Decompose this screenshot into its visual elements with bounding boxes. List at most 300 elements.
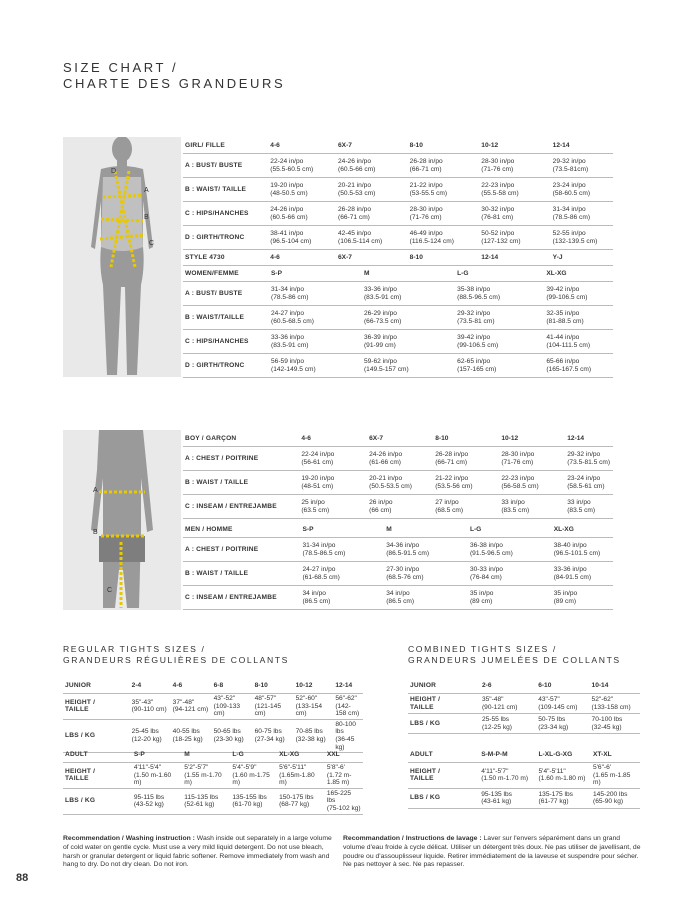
value-secondary: (1.65m-1.80 m) <box>279 771 315 787</box>
size-value <box>367 495 433 519</box>
value-primary: 38-40 in/po <box>553 541 587 549</box>
value-secondary: (58-60.5 cm) <box>552 189 591 197</box>
size-value <box>479 154 550 178</box>
value-secondary: (48-51 cm) <box>301 482 334 490</box>
row-label <box>183 202 268 226</box>
value-primary: 25-55 lbs <box>481 715 510 723</box>
value-secondary: (86.5 cm) <box>302 597 331 605</box>
value-primary: 165-225 lbs <box>326 789 352 805</box>
value-secondary: (83.5 cm) <box>567 506 596 514</box>
row-label <box>183 178 268 202</box>
girl-size-table <box>183 138 613 266</box>
size-value <box>408 202 480 226</box>
value-secondary: (90-121 cm) <box>481 703 518 711</box>
size-value <box>433 495 499 519</box>
value-primary: 56-59 in/po <box>271 357 305 365</box>
value-secondary: (83.5-91 cm) <box>363 293 402 301</box>
value-primary: HEIGHT / <box>410 767 441 775</box>
row-label <box>183 562 300 586</box>
value-primary: 24-27 in/po <box>271 309 305 317</box>
value-secondary: (75-102 kg) <box>326 804 361 812</box>
size-value <box>590 694 640 714</box>
size-value <box>299 495 367 519</box>
value-primary: 40-55 lbs <box>172 728 200 736</box>
table-header-size: XL-XG <box>544 266 613 282</box>
size-value <box>362 306 455 330</box>
value-secondary: (149.5-157 cm) <box>363 365 409 373</box>
row-label <box>63 694 130 720</box>
size-value <box>552 562 613 586</box>
value-primary: 4'11"-5'4" <box>133 764 162 771</box>
size-value <box>565 447 613 471</box>
men-size-table <box>183 522 613 610</box>
size-value <box>551 202 613 226</box>
table-header-size: S-P <box>300 522 384 538</box>
table-row <box>63 763 363 789</box>
table-row <box>183 354 613 378</box>
size-value <box>268 154 336 178</box>
size-value <box>433 447 499 471</box>
table-row <box>183 226 613 250</box>
size-value <box>300 562 384 586</box>
size-value <box>336 202 408 226</box>
value-secondary: (23-34 kg) <box>538 723 569 731</box>
size-value <box>480 694 536 714</box>
size-value <box>468 562 552 586</box>
value-primary: A : BUST/ BUSTE <box>185 161 243 169</box>
value-primary: 25 in/po <box>301 498 325 506</box>
style-size: 8-10 <box>408 250 480 266</box>
value-primary: LBS / KG <box>410 794 441 802</box>
size-value <box>455 354 544 378</box>
table-header-size: 8-10 <box>253 678 294 694</box>
size-value <box>479 178 550 202</box>
size-value <box>336 154 408 178</box>
table-header-size: M <box>384 522 468 538</box>
value-primary: A : BUST/ BUSTE <box>185 289 243 297</box>
value-primary: 32-35 in/po <box>546 309 580 317</box>
boy-figure-panel <box>63 430 181 610</box>
size-value <box>300 538 384 562</box>
size-value <box>384 586 468 610</box>
table-header-size: 10-12 <box>499 431 565 447</box>
size-value <box>455 306 544 330</box>
table-row <box>183 495 613 519</box>
size-value <box>536 694 589 714</box>
table-row <box>408 714 640 734</box>
row-label <box>183 306 269 330</box>
combined-tights-title-1: COMBINED TIGHTS SIZES / <box>408 644 557 654</box>
table-header-size: M <box>362 266 455 282</box>
style-size: Y-J <box>551 250 613 266</box>
value-secondary: (43-61 kg) <box>481 798 512 806</box>
size-value <box>479 788 536 808</box>
size-value <box>277 763 325 789</box>
value-secondary: (71-76 cm) <box>481 165 514 173</box>
regular-junior-table <box>63 678 363 753</box>
value-primary: 28-30 in/po <box>501 450 535 458</box>
size-value <box>455 330 544 354</box>
combined-tights-title-2: GRANDEURS JUMELÉES DE COLLANTS <box>408 655 621 665</box>
value-primary: 24-26 in/po <box>270 205 304 213</box>
size-value <box>384 538 468 562</box>
value-secondary: (109-133 cm) <box>213 702 241 718</box>
value-secondary: (48-50.5 cm) <box>270 189 308 197</box>
table-header-size: 10-12 <box>294 678 334 694</box>
table-header-label: JUNIOR <box>63 678 130 694</box>
value-secondary: TAILLE <box>410 703 434 711</box>
page-number: 88 <box>16 872 29 884</box>
value-primary: 43"-57" <box>538 695 560 703</box>
value-secondary: (66-71 cm) <box>409 165 442 173</box>
value-primary: 95-135 lbs <box>481 790 512 798</box>
page-title <box>63 60 285 92</box>
table-header-size: S-P <box>132 747 182 763</box>
value-primary: 22-24 in/po <box>301 450 335 458</box>
value-primary: 145-200 lbs <box>593 790 628 798</box>
size-value <box>362 354 455 378</box>
table-header-label: ADULT <box>408 747 479 763</box>
value-secondary: (132-139.5 cm) <box>552 237 598 245</box>
value-primary: 5'2"-5'7" <box>184 764 209 771</box>
value-secondary: (36-45 kg) <box>335 735 355 751</box>
size-value <box>499 495 565 519</box>
table-header-size: 8-10 <box>408 138 480 154</box>
size-value <box>479 202 550 226</box>
value-secondary: (99-106.5 cm) <box>546 293 588 301</box>
row-label <box>183 586 300 610</box>
value-primary: 65-66 in/po <box>546 357 580 365</box>
value-secondary: (76-84 cm) <box>469 573 502 581</box>
size-value <box>537 763 591 789</box>
row-label <box>183 354 269 378</box>
washing-note-en-heading: Recommendation / Washing instruction : <box>63 835 195 842</box>
value-primary: 22-24 in/po <box>270 157 304 165</box>
value-primary: 35 in/po <box>469 589 494 597</box>
value-primary: 35 in/po <box>553 589 578 597</box>
title-line-1: SIZE CHART / <box>63 60 179 75</box>
value-primary: 34 in/po <box>302 589 326 597</box>
value-primary: 21-22 in/po <box>409 181 443 189</box>
value-secondary: (127-132 cm) <box>481 237 521 245</box>
value-primary: 135-155 lbs <box>232 793 267 801</box>
value-secondary: (142-158 cm) <box>335 702 360 718</box>
value-secondary: (71-76 cm) <box>409 213 442 221</box>
size-value <box>591 788 640 808</box>
value-primary: 4'11"-5'7" <box>481 767 509 775</box>
washing-note-en <box>63 835 333 870</box>
washing-note-en-body: Wash inside out separately in a large volume of cold water on gentle cycle. Must use a very mild liquid detergent. Do not use bleach, harsh or granular detergent or liquid fabric softener. Remove immediately from wash and hang to dry. Do not dry clean. Do not iron. <box>63 835 332 869</box>
value-secondary: (60.5-66 cm) <box>338 165 376 173</box>
value-secondary: (60.5-66 cm) <box>270 213 308 221</box>
value-primary: D : GIRTH/TRONC <box>185 361 245 369</box>
value-secondary: (89 cm) <box>553 597 577 605</box>
washing-note-fr <box>343 835 643 870</box>
size-value <box>269 330 362 354</box>
size-value <box>590 714 640 734</box>
value-secondary: (88.5-96.5 cm) <box>457 293 501 301</box>
row-label <box>183 282 269 306</box>
value-secondary: (32-45 kg) <box>591 723 622 731</box>
size-value <box>299 447 367 471</box>
table-header-size: XT-XL <box>591 747 640 763</box>
value-secondary: (1.60 m-1.75 m) <box>232 771 270 787</box>
size-value <box>544 354 613 378</box>
value-primary: 28-30 in/po <box>481 157 515 165</box>
value-primary: 52"-60" <box>295 695 318 702</box>
size-value <box>269 306 362 330</box>
table-header-size: 2-6 <box>480 678 536 694</box>
style-size: 4-6 <box>268 250 336 266</box>
table-row <box>183 447 613 471</box>
value-primary: 33 in/po <box>567 498 591 506</box>
size-value <box>171 694 212 720</box>
table-header-size: 10-12 <box>479 138 550 154</box>
table-header-size: 8-10 <box>433 431 499 447</box>
table-row <box>183 330 613 354</box>
size-value <box>479 226 550 250</box>
value-secondary: (27-34 kg) <box>254 735 285 743</box>
row-label <box>183 538 300 562</box>
value-primary: 22-23 in/po <box>501 474 535 482</box>
size-value <box>455 282 544 306</box>
value-primary: 50-75 lbs <box>538 715 566 723</box>
size-value <box>480 714 536 734</box>
value-primary: 33-36 in/po <box>553 565 587 573</box>
value-primary: 28-30 in/po <box>409 205 443 213</box>
size-value <box>408 154 480 178</box>
value-secondary: (68.5-76 cm) <box>386 573 424 581</box>
combined-adult-table <box>408 747 640 809</box>
value-primary: 56"-62" <box>335 695 357 702</box>
size-value <box>551 154 613 178</box>
size-value <box>408 226 480 250</box>
value-secondary: (73.5-81cm) <box>552 165 589 173</box>
value-primary: 36-39 in/po <box>363 333 397 341</box>
size-value <box>268 202 336 226</box>
value-secondary: (81-88.5 cm) <box>546 317 584 325</box>
value-primary: C : HIPS/HANCHES <box>185 337 249 345</box>
size-value <box>468 538 552 562</box>
table-header-size: 4-6 <box>299 431 367 447</box>
table-row <box>63 694 363 720</box>
value-primary: 29-32 in/po <box>567 450 601 458</box>
value-primary: A : CHEST / POITRINE <box>185 545 259 553</box>
value-primary: 50-52 in/po <box>481 229 515 237</box>
value-secondary: (32-38 kg) <box>295 735 326 743</box>
value-secondary: (91.5-96.5 cm) <box>469 549 513 557</box>
size-value <box>479 763 536 789</box>
value-secondary: TAILLE <box>65 706 89 714</box>
size-value <box>499 471 565 495</box>
size-value <box>552 538 613 562</box>
table-row <box>183 538 613 562</box>
value-secondary: (61-70 kg) <box>232 801 263 809</box>
value-primary: 48"-57" <box>254 695 277 702</box>
value-secondary: (50.5-53.5 cm) <box>369 482 413 490</box>
size-value <box>536 714 589 734</box>
size-value <box>544 306 613 330</box>
table-header-size: 12-14 <box>551 138 613 154</box>
girl-figure-panel <box>63 137 181 377</box>
value-secondary: (56-61 cm) <box>301 458 334 466</box>
value-primary: 26-28 in/po <box>409 157 443 165</box>
size-value <box>551 178 613 202</box>
value-primary: 39-42 in/po <box>457 333 491 341</box>
table-header-size: XXL <box>325 747 363 763</box>
row-label <box>183 330 269 354</box>
size-value <box>367 447 433 471</box>
row-label <box>183 471 299 495</box>
value-primary: 60-75 lbs <box>254 728 282 736</box>
table-row <box>183 178 613 202</box>
value-primary: 70-100 lbs <box>591 715 623 723</box>
size-value <box>336 178 408 202</box>
value-primary: 52-55 in/po <box>552 229 586 237</box>
value-primary: B : WAIST/ TAILLE <box>185 185 247 193</box>
value-primary: 35-38 in/po <box>457 285 491 293</box>
value-primary: A : CHEST / POITRINE <box>185 454 259 462</box>
value-primary: 30-33 in/po <box>469 565 503 573</box>
value-secondary: (1.72 m-1.85 m) <box>326 771 352 787</box>
table-header-size: XL-XG <box>552 522 613 538</box>
girl-label-b: B <box>144 214 149 221</box>
value-secondary: (83.5 cm) <box>501 506 530 514</box>
value-secondary: (1.60 m-1.80 m) <box>538 775 586 783</box>
value-secondary: (66 cm) <box>369 506 392 514</box>
girl-label-c: C <box>149 240 155 247</box>
value-secondary: (50.5-53 cm) <box>338 189 376 197</box>
row-label <box>183 154 268 178</box>
boy-label-a: A <box>93 487 98 494</box>
table-header-size: 12-14 <box>333 678 363 694</box>
value-secondary: (18-25 kg) <box>172 735 203 743</box>
value-primary: 150-175 lbs <box>279 793 314 801</box>
value-primary: 59-62 in/po <box>363 357 397 365</box>
table-header-size: 4-6 <box>171 678 212 694</box>
value-primary: 30-32 in/po <box>481 205 515 213</box>
size-value <box>565 471 613 495</box>
size-value <box>537 788 591 808</box>
value-primary: 24-26 in/po <box>338 157 371 165</box>
value-primary: 35"-43" <box>131 698 154 706</box>
table-header-label: ADULT <box>63 747 132 763</box>
size-value <box>384 562 468 586</box>
size-value <box>362 330 455 354</box>
value-secondary: (104-111.5 cm) <box>546 341 591 349</box>
value-secondary: (96.5-104 cm) <box>270 237 312 245</box>
value-primary: 35"-48" <box>481 695 504 703</box>
size-value <box>269 354 362 378</box>
size-value <box>367 471 433 495</box>
row-label <box>408 763 479 789</box>
value-secondary: (55.5-60.5 cm) <box>270 165 314 173</box>
value-primary: 31-34 in/po <box>302 541 336 549</box>
value-secondary: (133-154 cm) <box>295 702 323 718</box>
value-secondary: (91-99 cm) <box>363 341 396 349</box>
table-header-size: M <box>182 747 230 763</box>
value-secondary: (66-73.5 cm) <box>363 317 402 325</box>
value-primary: D : GIRTH/TRONC <box>185 233 245 241</box>
value-primary: HEIGHT / <box>410 695 441 703</box>
value-primary: 29-32 in/po <box>457 309 491 317</box>
table-header-size: L-G <box>230 747 277 763</box>
value-primary: 33 in/po <box>501 498 525 506</box>
value-secondary: (1.65 m-1.85 m) <box>593 771 631 787</box>
value-primary: 26-29 in/po <box>363 309 397 317</box>
row-label <box>63 788 132 814</box>
boy-size-table <box>183 431 613 519</box>
girl-body-illustration <box>63 137 181 377</box>
value-secondary: (165-167.5 cm) <box>546 365 592 373</box>
value-secondary: (99-106.5 cm) <box>457 341 499 349</box>
table-header-size: 6-10 <box>536 678 589 694</box>
table-header-label: GIRL/ FILLE <box>183 138 268 154</box>
value-secondary: (71-76 cm) <box>501 458 534 466</box>
table-header-size: 6-8 <box>212 678 253 694</box>
value-primary: 80-100 lbs <box>335 720 356 736</box>
size-value <box>325 763 363 789</box>
regular-tights-title <box>63 644 289 666</box>
row-label <box>183 495 299 519</box>
table-header-size: L-XL-G-XG <box>537 747 591 763</box>
table-row <box>63 788 363 814</box>
value-secondary: (157-165 cm) <box>457 365 497 373</box>
size-value <box>336 226 408 250</box>
value-primary: 5'6"-5'11" <box>279 764 307 771</box>
size-value <box>565 495 613 519</box>
value-secondary: (1.55 m-1.70 m) <box>184 771 222 787</box>
value-secondary: (60.5-68.5 cm) <box>271 317 314 325</box>
girl-label-a: A <box>144 187 149 194</box>
boy-label-c: C <box>107 587 113 594</box>
value-secondary: (78.5-86 cm) <box>271 293 309 301</box>
value-secondary: (78.5-86 cm) <box>552 213 591 221</box>
value-primary: 33-36 in/po <box>363 285 397 293</box>
value-primary: C : HIPS/HANCHES <box>185 209 249 217</box>
size-value <box>362 282 455 306</box>
size-value <box>182 763 230 789</box>
regular-adult-table <box>63 747 363 815</box>
value-secondary: (1.50 m-1.60 m) <box>133 771 172 787</box>
size-value <box>230 763 277 789</box>
value-primary: B : WAIST / TAILLE <box>185 478 249 486</box>
table-row <box>183 586 613 610</box>
size-value <box>468 586 552 610</box>
row-label <box>183 447 299 471</box>
value-primary: 29-32 in/po <box>552 157 586 165</box>
value-primary: 31-34 in/po <box>271 285 305 293</box>
value-secondary: (53.5-56 cm) <box>435 482 473 490</box>
value-secondary: (84-91.5 cm) <box>553 573 592 581</box>
value-secondary: (66-71 cm) <box>338 213 370 221</box>
value-secondary: (55.5-58 cm) <box>481 189 519 197</box>
table-header-size: 6X-7 <box>367 431 433 447</box>
value-secondary: (133-158 cm) <box>591 703 631 711</box>
value-primary: 34-36 in/po <box>386 541 420 549</box>
value-primary: 5'6"-6' <box>593 764 612 771</box>
size-value <box>499 447 565 471</box>
size-value <box>300 586 384 610</box>
table-header-size: 12-14 <box>565 431 613 447</box>
size-value <box>277 788 325 814</box>
table-header-label: JUNIOR <box>408 678 480 694</box>
girl-label-d: D <box>111 168 117 175</box>
value-primary: 20-21 in/po <box>369 474 403 482</box>
size-value <box>299 471 367 495</box>
table-row <box>183 282 613 306</box>
value-primary: 36-38 in/po <box>469 541 503 549</box>
